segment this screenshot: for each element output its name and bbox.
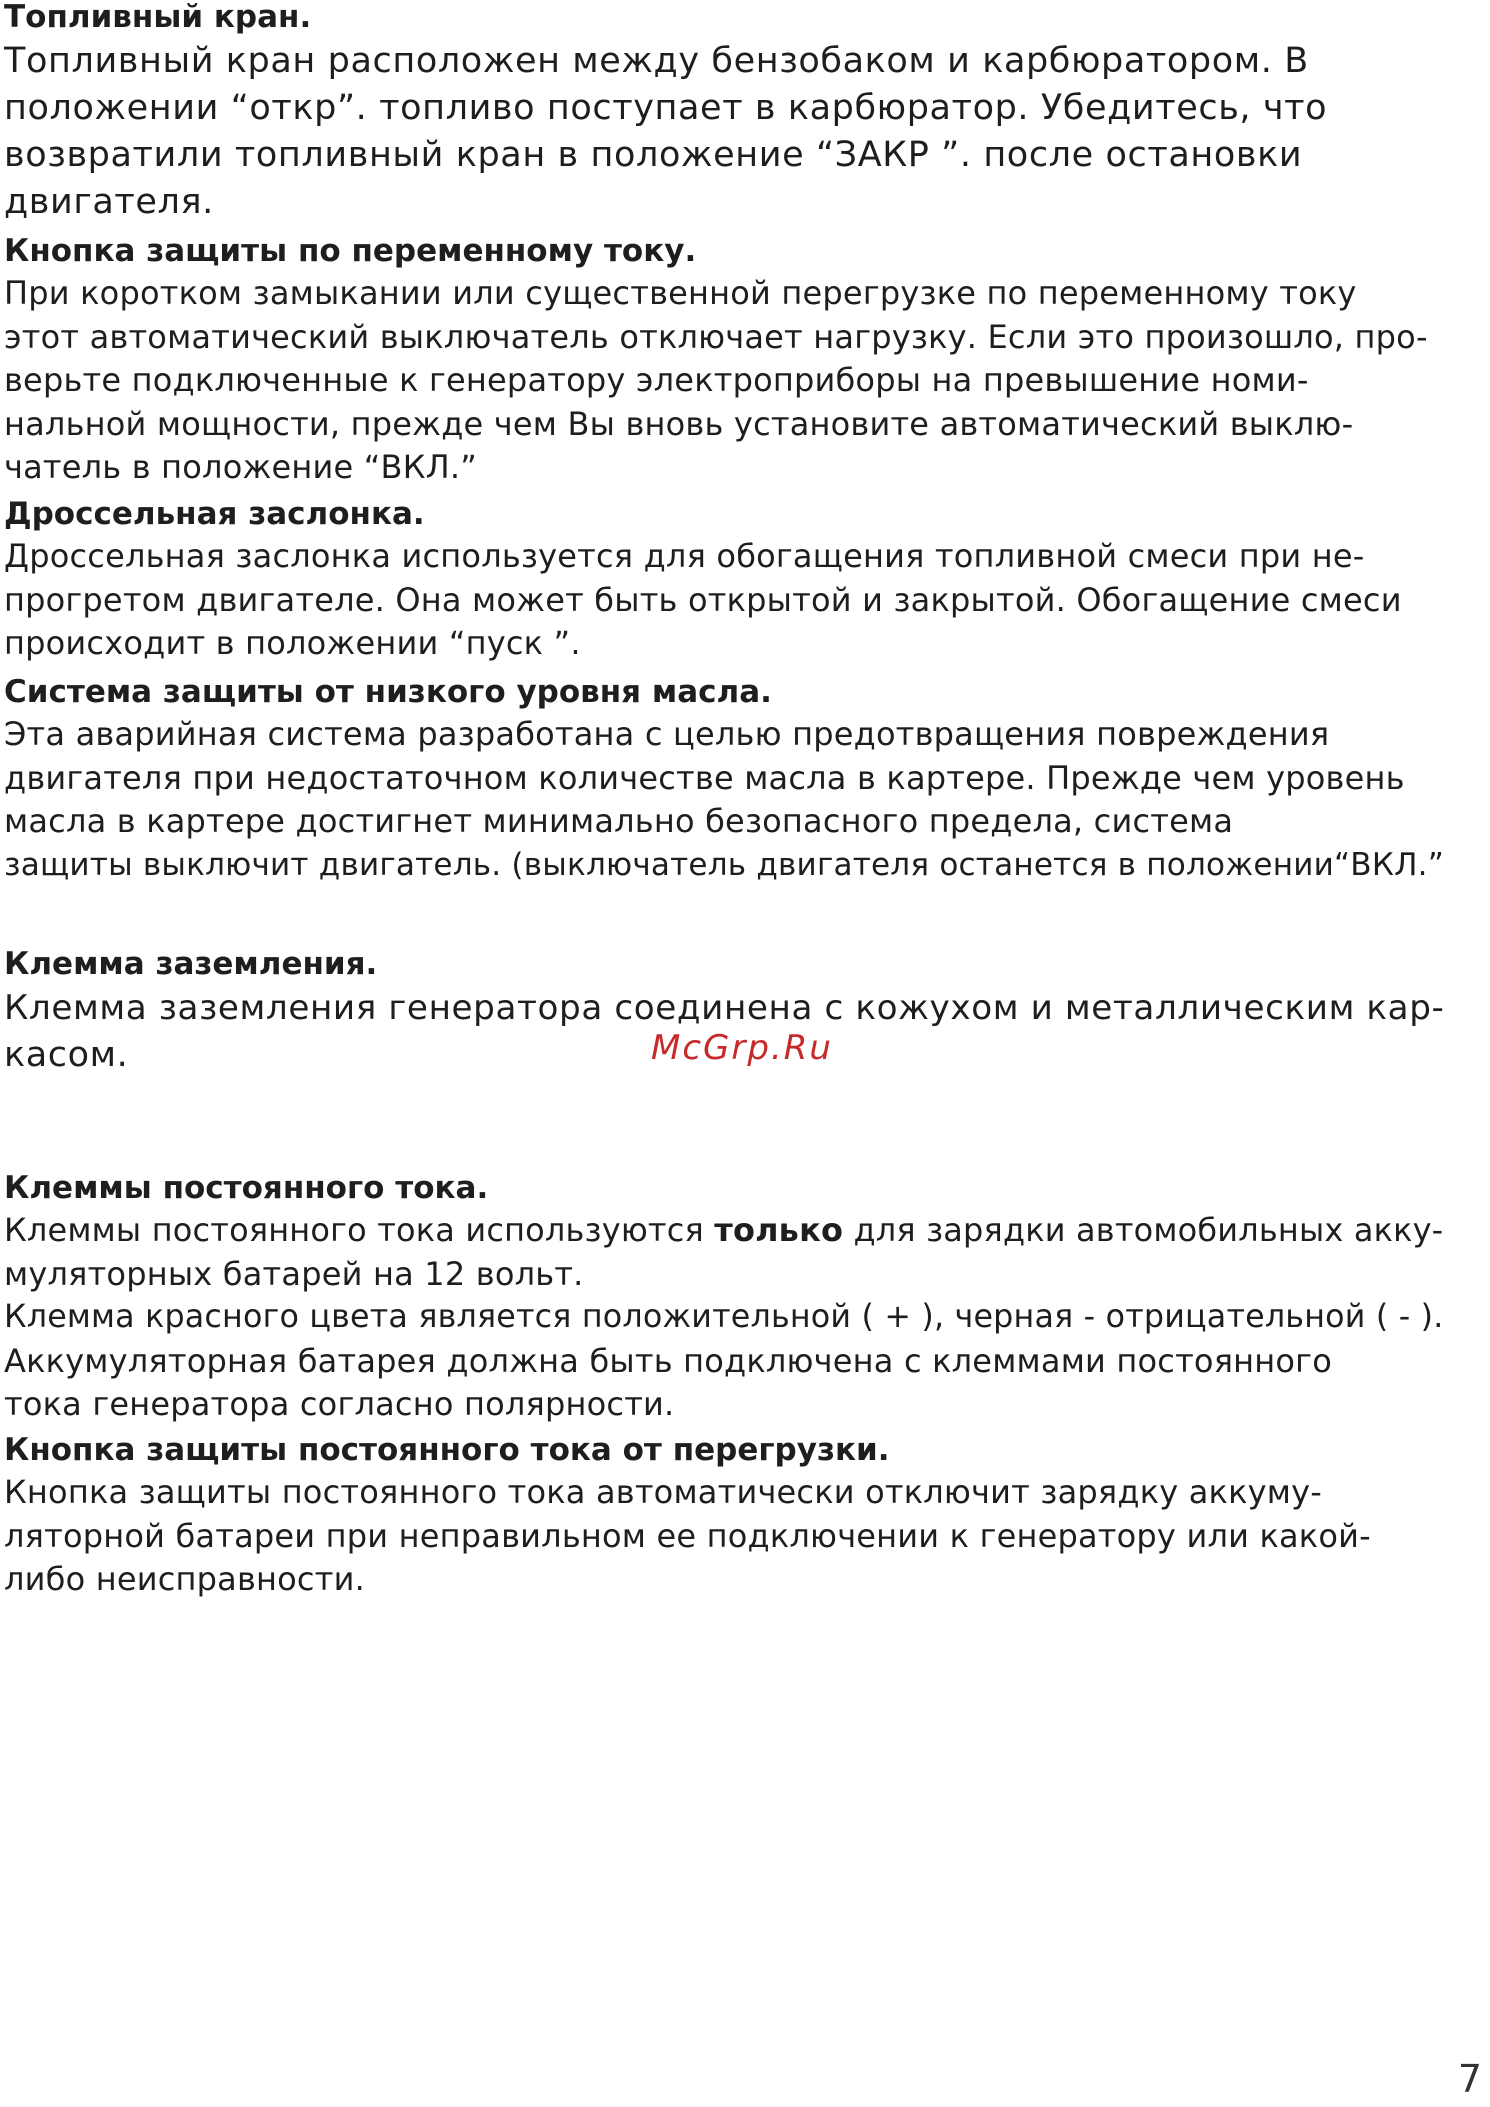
- text-line: положении “откр”. топливо поступает в карбюратор. Убедитесь, что: [4, 88, 1328, 128]
- section-ac-protection: [4, 230, 1444, 490]
- text-line: При коротком замыкании или существенной перегрузке по переменному току: [4, 274, 1357, 312]
- text-line: муляторных батарей на 12 вольт.: [4, 1254, 584, 1293]
- section-fuel-valve: [4, 0, 1444, 226]
- section-heading: Кнопка защиты постоянного тока от перегрузки.: [4, 1432, 890, 1468]
- text-line: Кнопка защиты постоянного тока автоматически отключит зарядку аккуму-: [4, 1473, 1322, 1511]
- section-body: [4, 1209, 1444, 1427]
- emphasis-text: только: [714, 1211, 844, 1249]
- page-number: 7: [1457, 2057, 1482, 2101]
- text-line: Клеммы постоянного тока используются только для зарядки автомобильных акку-: [4, 1211, 1444, 1249]
- section-low-oil-protection: [4, 671, 1444, 887]
- text-line: происходит в положении “пуск ”.: [4, 624, 581, 662]
- section-dc-terminals: [4, 1167, 1444, 1427]
- section-heading: Кнопка защиты по переменному току.: [4, 233, 697, 269]
- text-line: прогретом двигателе. Она может быть открытой и закрытой. Обогащение смеси: [4, 580, 1402, 619]
- section-body: [4, 1471, 1444, 1602]
- text-line: тока генератора согласно полярности.: [4, 1385, 675, 1423]
- text-line: Эта аварийная система разработана с целью предотвращения повреждения: [4, 715, 1330, 753]
- section-heading: Клемма заземления.: [4, 946, 378, 982]
- text-line: масла в картере достигнет минимально безопасного предела, система: [4, 802, 1234, 840]
- section-dc-overload-protection: [4, 1429, 1444, 1602]
- text-line: Клемма заземления генератора соединена с кожухом и металлическим кар-: [4, 988, 1445, 1028]
- text-line: Аккумуляторная батарея должна быть подключена с клеммами постоянного: [4, 1341, 1332, 1380]
- text-line: Топливный кран расположен между бензобаком и карбюратором. В: [4, 41, 1309, 81]
- section-body: [4, 713, 1444, 887]
- section-heading: Система защиты от низкого уровня масла.: [4, 674, 772, 710]
- text-line: Клемма красного цвета является положительной ( + ), черная - отрицательной ( - ).: [4, 1299, 1444, 1335]
- section-heading: Дроссельная заслонка.: [4, 496, 425, 532]
- section-choke: [4, 493, 1444, 666]
- text-line: двигателя при недостаточном количестве масла в картере. Прежде чем уровень: [4, 758, 1405, 797]
- text-line: верьте подключенные к генератору электроприборы на превышение номи-: [4, 361, 1309, 399]
- text-line: либо неисправности.: [4, 1560, 365, 1598]
- text-line: этот автоматический выключатель отключает нагрузку. Если это произошло, про-: [4, 317, 1428, 356]
- text-line: возвратили топливный кран в положение “ЗАКР ”. после остановки: [4, 135, 1303, 175]
- watermark: McGrp.Ru: [651, 1028, 833, 1068]
- text-line: Дроссельная заслонка используется для обогащения топливной смеси при не-: [4, 537, 1365, 575]
- section-heading: Топливный кран.: [4, 0, 312, 35]
- text-line: нальной мощности, прежде чем Вы вновь установите автоматический выклю-: [4, 404, 1354, 443]
- text-line: чатель в положение “ВКЛ.”: [4, 448, 478, 486]
- text-line: касом.: [4, 1035, 129, 1075]
- section-body: [4, 38, 1444, 226]
- section-body: [4, 535, 1444, 666]
- text-line: ляторной батареи при неправильном ее подключении к генератору или какой-: [4, 1516, 1371, 1555]
- text-line: защиты выключит двигатель. (выключатель двигателя останется в положении“ВКЛ.”: [4, 846, 1444, 883]
- section-heading: Клеммы постоянного тока.: [4, 1170, 489, 1206]
- section-body: [4, 272, 1444, 490]
- text-line: двигателя.: [4, 182, 214, 222]
